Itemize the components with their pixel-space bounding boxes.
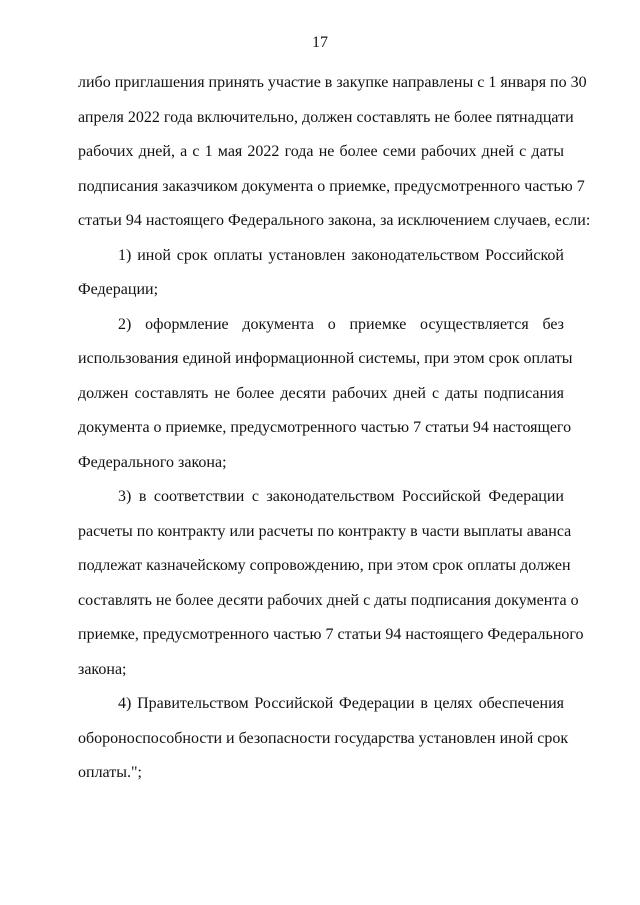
text-line: Федерального закона;: [78, 453, 227, 471]
text-line: 3) в соответствии с законодательством Российской Федерации: [118, 488, 564, 505]
page-number: 17: [312, 34, 328, 51]
text-line: должен составлять не более десяти рабочих дней с даты подписания: [78, 384, 564, 402]
text-line: закона;: [78, 660, 127, 678]
text-line: 1) иной срок оплаты установлен законодательством Российской: [118, 246, 564, 264]
text-line: обороноспособности и безопасности государства установлен иной срок: [78, 729, 569, 747]
text-line: подлежат казначейскому сопровождению, при этом срок оплаты должен: [78, 557, 571, 574]
text-line: приемке, предусмотренного частью 7 статьи 94 настоящего Федерального: [78, 626, 584, 643]
text-line: рабочих дней, а с 1 мая 2022 года не более семи рабочих дней с даты: [78, 143, 564, 160]
text-line: апреля 2022 года включительно, должен составлять не более пятнадцати: [78, 108, 574, 126]
text-line: либо приглашения принять участие в закупке направлены с 1 января по 30: [78, 74, 587, 91]
text-line: статьи 94 настоящего Федерального закона, за исключением случаев, если:: [78, 212, 591, 229]
text-line: составлять не более десяти рабочих дней с даты подписания документа о: [78, 591, 579, 609]
text-line: расчеты по контракту или расчеты по контракту в части выплаты аванса: [78, 522, 572, 540]
text-line: оплаты.";: [78, 764, 142, 781]
text-line: использования единой информационной системы, при этом срок оплаты: [78, 350, 573, 367]
text-line: Федерации;: [78, 281, 159, 298]
text-line: подписания заказчиком документа о приемке, предусмотренного частью 7: [78, 177, 585, 195]
text-line: 4) Правительством Российской Федерации в целях обеспечения: [118, 695, 564, 712]
text-line: 2) оформление документа о приемке осуществляется без: [118, 315, 564, 333]
text-line: документа о приемке, предусмотренного частью 7 статьи 94 настоящего: [78, 419, 572, 436]
document-body: [78, 66, 591, 791]
